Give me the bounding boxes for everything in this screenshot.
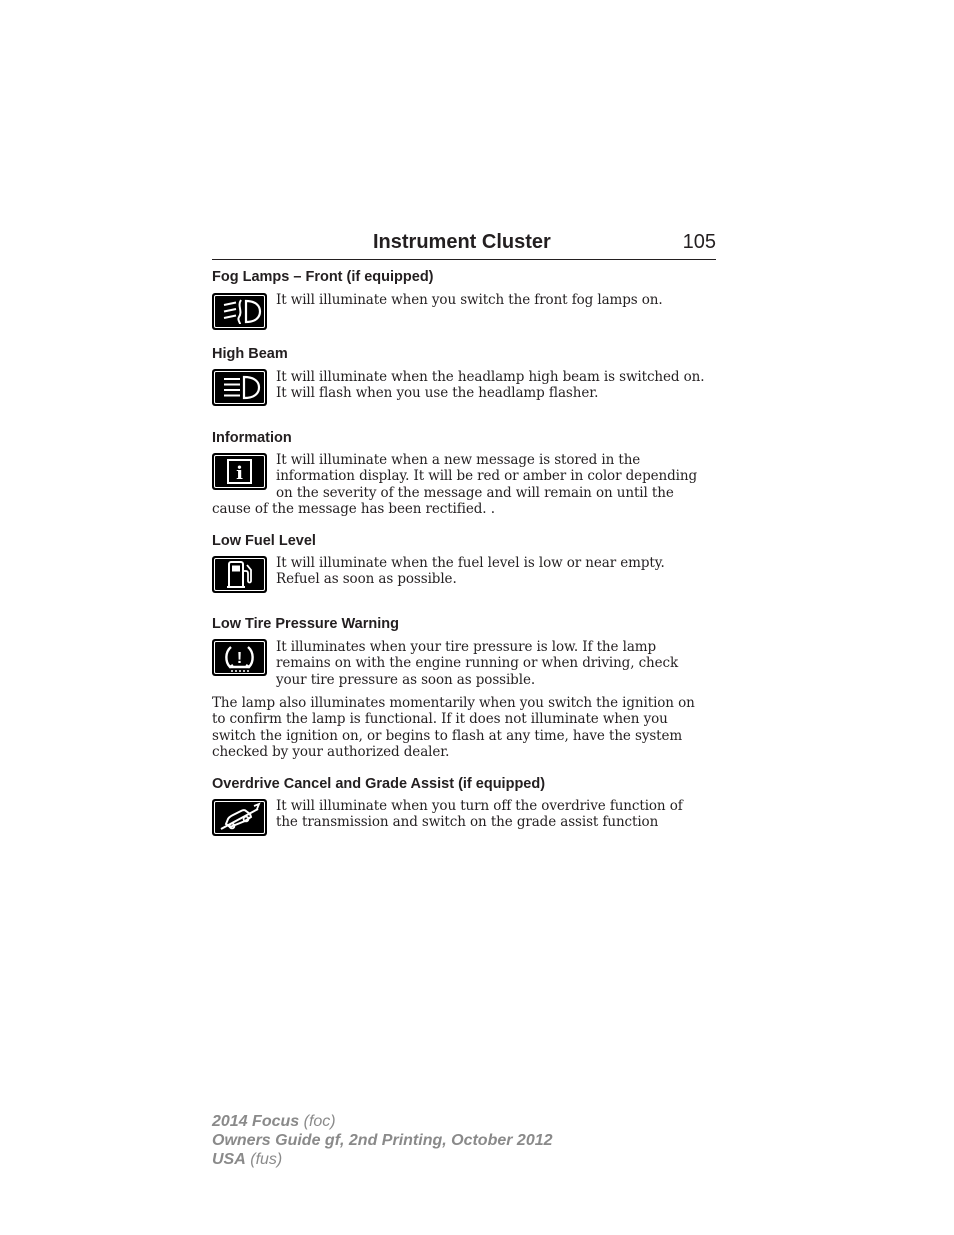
low-tire-pressure-paragraph <box>212 695 695 761</box>
page-header <box>212 229 716 260</box>
text-line: The lamp also illuminates momentarily when you switch the ignition on <box>212 695 695 711</box>
footer-line-model <box>212 1112 553 1131</box>
text-line: It illuminates when your tire pressure is low. If the lamp <box>276 639 657 655</box>
page-footer <box>212 1112 553 1169</box>
footer-market-code: (fus) <box>250 1151 283 1168</box>
text-line: to confirm the lamp is functional. If it does not illuminate when you <box>212 711 668 728</box>
text-line: your tire pressure as soon as possible. <box>276 671 536 688</box>
text-line: It will illuminate when you turn off the overdrive function of <box>276 798 683 814</box>
text-line: It will illuminate when the fuel level is low or near empty. <box>276 555 665 571</box>
overdrive-cancel-description <box>276 798 683 831</box>
text-line: cause of the message has been rectified. . <box>212 501 495 518</box>
fuel-pump-icon <box>212 556 267 593</box>
text-line: on the severity of the message and will remain on until the <box>276 484 674 501</box>
footer-market: USA <box>212 1151 246 1168</box>
text-line: the transmission and switch on the grade assist function <box>276 814 659 831</box>
grade-assist-icon <box>212 799 267 836</box>
text-line: checked by your authorized dealer. <box>212 744 450 761</box>
section-heading-information: Information <box>212 430 292 446</box>
page-number: 105 <box>682 231 716 253</box>
footer-guide: Owners Guide gf, 2nd Printing, October 2012 <box>212 1132 553 1149</box>
text-line: switch the ignition on, or begins to flash at any time, have the system <box>212 727 683 744</box>
page-title: Instrument Cluster <box>373 231 551 253</box>
footer-line-market <box>212 1150 553 1169</box>
text-line: It will illuminate when you switch the front fog lamps on. <box>276 292 663 308</box>
information-description <box>212 452 716 518</box>
tire-pressure-icon <box>212 639 267 676</box>
text-line: Refuel as soon as possible. <box>276 571 457 588</box>
text-line: It will illuminate when a new message is stored in the <box>276 452 641 468</box>
section-heading-overdrive-cancel: Overdrive Cancel and Grade Assist (if equipped) <box>212 776 546 792</box>
front-fog-lamp-icon <box>212 293 267 330</box>
text-line: remains on with the engine running or when driving, check <box>276 655 679 672</box>
section-heading-low-tire-pressure: Low Tire Pressure Warning <box>212 616 399 632</box>
low-tire-pressure-description <box>276 639 678 688</box>
information-glyph: i <box>236 463 243 484</box>
section-heading-low-fuel: Low Fuel Level <box>212 533 316 549</box>
text-line: It will illuminate when the headlamp high beam is switched on. <box>276 369 705 385</box>
tire-pressure-glyph: ! <box>236 650 243 667</box>
text-line: It will flash when you use the headlamp flasher. <box>276 385 599 402</box>
footer-model-code: (foc) <box>303 1113 336 1130</box>
low-fuel-description <box>276 555 665 588</box>
footer-model: 2014 Focus <box>212 1113 300 1130</box>
section-heading-fog-lamps: Fog Lamps – Front (if equipped) <box>212 269 434 285</box>
fog-lamps-description <box>276 292 663 308</box>
high-beam-icon <box>212 369 267 406</box>
section-heading-high-beam: High Beam <box>212 346 288 362</box>
high-beam-description <box>276 369 704 402</box>
text-line: information display. It will be red or amber in color depending <box>276 468 697 485</box>
